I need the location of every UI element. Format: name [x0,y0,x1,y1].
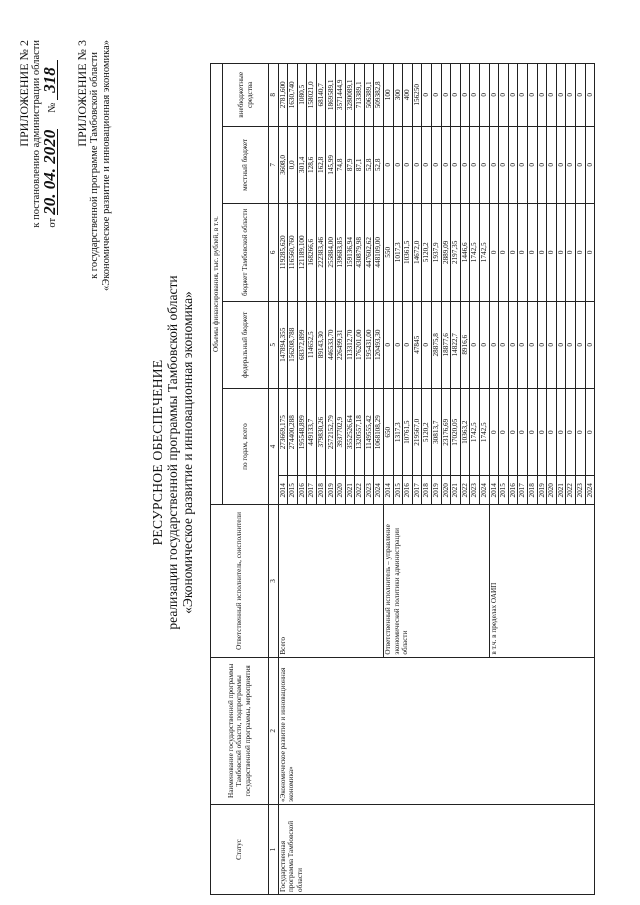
col-number: 4 [269,389,279,505]
value-cell: 1068108,29 [374,389,384,476]
value-cell: 0 [393,126,403,203]
responsible-cell: Ответственный исполнитель – управление экономической политики администрации области [384,505,490,657]
value-cell: 0 [422,301,432,388]
appendix-3-title: ПРИЛОЖЕНИЕ № 3 [75,40,89,147]
value-cell: 195548,899 [297,389,307,476]
value-cell: 2572152,79 [326,389,336,476]
value-cell: 0 [479,64,489,127]
value-cell: 0 [489,389,499,476]
decree-date: 20. 04. 2020 [40,129,59,215]
value-cell: 1320557,18 [355,389,365,476]
value-cell: 0 [470,126,480,203]
value-cell: 0 [575,301,585,388]
value-cell: 100 [384,64,394,127]
value-cell: 0 [527,64,537,127]
year-cell: 2019 [326,476,336,505]
value-cell: 0 [518,389,528,476]
value-cell: 0 [556,301,566,388]
appendix-2-decree-line: к постановлению администрации области [30,40,42,228]
year-cell: 2015 [499,476,509,505]
value-cell: 119285,620 [278,204,288,301]
value-cell: 300 [393,64,403,127]
header-local: местный бюджет [223,126,269,203]
value-cell: 0 [470,301,480,388]
value-cell: 0 [566,301,576,388]
year-cell: 2016 [508,476,518,505]
col-number: 6 [269,204,279,301]
appendix-2-title: ПРИЛОЖЕНИЕ № 2 [17,40,31,147]
value-cell: 0 [460,126,470,203]
value-cell: 158021,0 [307,64,317,127]
date-prefix: от [47,217,58,228]
value-cell: 0 [518,301,528,388]
value-cell: 0 [499,126,509,203]
value-cell: 52,8 [374,126,384,203]
year-cell: 2023 [575,476,585,505]
table-row [278,64,288,895]
value-cell: 0 [547,389,557,476]
col-number: 1 [269,805,279,895]
value-cell: 0 [451,64,461,127]
value-cell: 0 [508,204,518,301]
value-cell: 147894,355 [278,301,288,388]
value-cell: 379830,26 [316,389,326,476]
value-cell: 0 [556,204,566,301]
value-cell: 1017,3 [393,204,403,301]
value-cell: 0 [422,64,432,127]
value-cell: 1742,5 [479,389,489,476]
value-cell: 0 [441,64,451,127]
value-cell: 0 [556,64,566,127]
value-cell: 0 [499,389,509,476]
value-cell: 550 [384,204,394,301]
value-cell: 128,6 [307,126,317,203]
col-number: 7 [269,126,279,203]
value-cell: 113312,70 [345,301,355,388]
value-cell: 0 [518,126,528,203]
decree-number: 318 [43,60,58,100]
appendix-2-block [18,40,60,228]
year-cell: 2024 [585,476,595,505]
value-cell: 156208,788 [288,301,298,388]
value-cell: 0 [518,64,528,127]
value-cell: 159136,94 [345,204,355,301]
header-extra: внебюджетные средства [223,64,269,127]
value-cell: 0 [422,126,432,203]
value-cell: 0 [527,389,537,476]
value-cell: 273669,175 [278,389,288,476]
value-cell: 3571444,9 [336,64,346,127]
value-cell: 139683,85 [336,204,346,301]
value-cell: 168266,6 [307,204,317,301]
value-cell: 5120,2 [422,389,432,476]
value-cell: 68372,899 [297,301,307,388]
year-cell: 2017 [307,476,317,505]
value-cell: 0 [412,126,422,203]
year-cell: 2022 [460,476,470,505]
value-cell: 430879,98 [355,204,365,301]
value-cell: 0 [537,126,547,203]
value-cell: 17020,05 [451,389,461,476]
value-cell: 18877,6 [441,301,451,388]
year-cell: 2014 [384,476,394,505]
value-cell: 222383,46 [316,204,326,301]
value-cell: 0 [508,301,518,388]
title-line-2: реализации государственной программы Тамбовской области [165,275,180,630]
value-cell: 226499,31 [336,301,346,388]
year-cell: 2015 [288,476,298,505]
value-cell: 0 [489,64,499,127]
value-cell: 0 [508,64,518,127]
value-cell: 89143,30 [316,301,326,388]
value-cell: 176201,00 [355,301,365,388]
value-cell: 274400,288 [288,389,298,476]
header-responsible: Ответственный исполнитель, соисполнители [211,505,269,657]
value-cell: 449133,7 [307,389,317,476]
value-cell: 0 [508,389,518,476]
value-cell: 14672,0 [412,204,422,301]
value-cell: 0 [556,389,566,476]
year-cell: 2017 [518,476,528,505]
value-cell: 447602,62 [364,204,374,301]
value-cell: 0 [499,301,509,388]
value-cell: 0 [575,126,585,203]
value-cell: 10361,5 [403,204,413,301]
value-cell: 219567,0 [412,389,422,476]
value-cell: 1317,3 [393,389,403,476]
program-name-cell: «Экономическое развитие и инновационная экономика» [278,657,595,804]
year-cell: 2020 [441,476,451,505]
value-cell: 52,8 [364,126,374,203]
title-line-3: «Экономическое развитие и инновационная экономика» [180,291,195,614]
header-funding-group: Объемы финансирования, тыс. рублей, в т.ч. [211,64,223,505]
value-cell: 2781,600 [278,64,288,127]
value-cell: 2889,09 [441,204,451,301]
year-cell: 2016 [403,476,413,505]
value-cell: 0 [537,389,547,476]
value-cell: 0 [470,64,480,127]
value-cell: 0 [556,126,566,203]
value-cell: 0 [499,204,509,301]
year-cell: 2021 [345,476,355,505]
value-cell: 87,1 [355,126,365,203]
value-cell: 0 [566,126,576,203]
col-number: 5 [269,301,279,388]
value-cell: 30813,7 [432,389,442,476]
value-cell: 301,4 [297,126,307,203]
value-cell: 0 [432,64,442,127]
value-cell: 0 [403,126,413,203]
appendix-3-line1: к государственной программе Тамбовской области [88,52,100,279]
value-cell: 0 [547,64,557,127]
header-status: Статус [211,805,269,895]
value-cell: 0 [441,126,451,203]
value-cell: 0 [451,126,461,203]
value-cell: 509382,8 [374,64,384,127]
value-cell: 1937,9 [432,204,442,301]
value-cell: 0 [585,64,595,127]
value-cell: 0 [585,389,595,476]
value-cell: 0 [585,301,595,388]
year-cell: 2020 [336,476,346,505]
value-cell: 121189,100 [297,204,307,301]
value-cell: 0 [566,64,576,127]
value-cell: 74,8 [336,126,346,203]
value-cell: 14822,7 [451,301,461,388]
title-line-1: РЕСУРСНОЕ ОБЕСПЕЧЕНИЕ [150,359,165,546]
header-name: Наименование государственной программы Тамбовской области, подпрограммы государственной программы, мероприятия [211,657,269,804]
table-body [278,64,595,895]
value-cell: 1149555,42 [364,389,374,476]
value-cell: 47845 [412,301,422,388]
value-cell: 0 [527,126,537,203]
year-cell: 2017 [412,476,422,505]
year-cell: 2023 [364,476,374,505]
status-cell: Государственная программа Тамбовской области [278,805,595,895]
value-cell: 116560,760 [288,204,298,301]
responsible-cell: в т.ч. в пределах ОАИП [489,505,595,657]
value-cell: 195431,00 [364,301,374,388]
value-cell: 87,9 [345,126,355,203]
value-cell: 156250 [412,64,422,127]
value-cell: 0 [547,204,557,301]
value-cell: 506389,1 [364,64,374,127]
header-federal: федеральный бюджет [223,301,269,388]
year-cell: 2018 [316,476,326,505]
value-cell: 10363,2 [460,389,470,476]
value-cell: 1742,5 [470,204,480,301]
value-cell: 1742,5 [470,389,480,476]
year-cell: 2019 [537,476,547,505]
value-cell: 28875,8 [432,301,442,388]
document-title [150,0,195,905]
value-cell: 1742,5 [479,204,489,301]
year-cell: 2019 [432,476,442,505]
value-cell: 0 [537,64,547,127]
value-cell: 0 [393,301,403,388]
year-cell: 2021 [451,476,461,505]
value-cell: 713389,1 [355,64,365,127]
value-cell: 0 [547,126,557,203]
value-cell: 1869589,1 [326,64,336,127]
value-cell: 162,8 [316,126,326,203]
value-cell: 0 [508,126,518,203]
value-cell: 0,0 [288,126,298,203]
appendix-3-block [76,40,114,291]
year-cell: 2014 [489,476,499,505]
value-cell: 0 [537,301,547,388]
value-cell: 3608,0 [278,126,288,203]
header-regional: бюджет Тамбовской области [223,204,269,301]
value-cell: 0 [403,301,413,388]
value-cell: 3937702,9 [336,389,346,476]
value-cell: 0 [575,389,585,476]
year-cell: 2018 [527,476,537,505]
value-cell: 2197,35 [451,204,461,301]
year-cell: 2015 [393,476,403,505]
responsible-cell: Всего [278,505,384,657]
year-cell: 2016 [297,476,307,505]
value-cell: 0 [537,204,547,301]
value-cell: 0 [489,126,499,203]
year-cell: 2024 [374,476,384,505]
value-cell: 0 [575,64,585,127]
value-cell: 0 [518,204,528,301]
value-cell: 10761,5 [403,389,413,476]
header-total: по годам, всего [223,389,269,505]
value-cell: 0 [489,204,499,301]
value-cell: 0 [384,126,394,203]
appendix-2-date-line [40,40,60,228]
value-cell: 0 [566,204,576,301]
value-cell: 120493,30 [374,301,384,388]
value-cell: 0 [479,301,489,388]
value-cell: 255884,00 [326,204,336,301]
value-cell: 0 [575,204,585,301]
year-cell: 2021 [556,476,566,505]
year-cell: 2018 [422,476,432,505]
value-cell: 0 [384,301,394,388]
number-prefix: № [47,102,58,113]
value-cell: 0 [585,126,595,203]
value-cell: 0 [585,204,595,301]
resources-table [210,63,595,895]
year-cell: 2024 [479,476,489,505]
col-number: 2 [269,657,279,804]
col-number: 3 [269,505,279,657]
appendix-3-line2: «Экономическое развитие и инновационная экономика» [101,40,112,291]
value-cell: 0 [479,126,489,203]
value-cell: 446533,70 [326,301,336,388]
value-cell: 0 [499,64,509,127]
value-cell: 114652,5 [307,301,317,388]
value-cell: 1080,5 [297,64,307,127]
value-cell: 3552526,64 [345,389,355,476]
value-cell: 145,99 [326,126,336,203]
value-cell: 448109,00 [374,204,384,301]
value-cell: 0 [489,301,499,388]
col-number: 8 [269,64,279,127]
value-cell: 400 [403,64,413,127]
value-cell: 0 [460,64,470,127]
year-cell: 2023 [470,476,480,505]
value-cell: 23176,69 [441,389,451,476]
value-cell: 0 [566,389,576,476]
year-cell: 2022 [566,476,576,505]
value-cell: 3280089,1 [345,64,355,127]
value-cell: 0 [527,301,537,388]
value-cell: 5120,2 [422,204,432,301]
year-cell: 2022 [355,476,365,505]
value-cell: 1446,6 [460,204,470,301]
value-cell: 650 [384,389,394,476]
value-cell: 0 [527,204,537,301]
value-cell: 8916,6 [460,301,470,388]
year-cell: 2020 [547,476,557,505]
value-cell: 1630,740 [288,64,298,127]
value-cell: 0 [432,126,442,203]
value-cell: 0 [547,301,557,388]
year-cell: 2014 [278,476,288,505]
value-cell: 68140,7 [316,64,326,127]
